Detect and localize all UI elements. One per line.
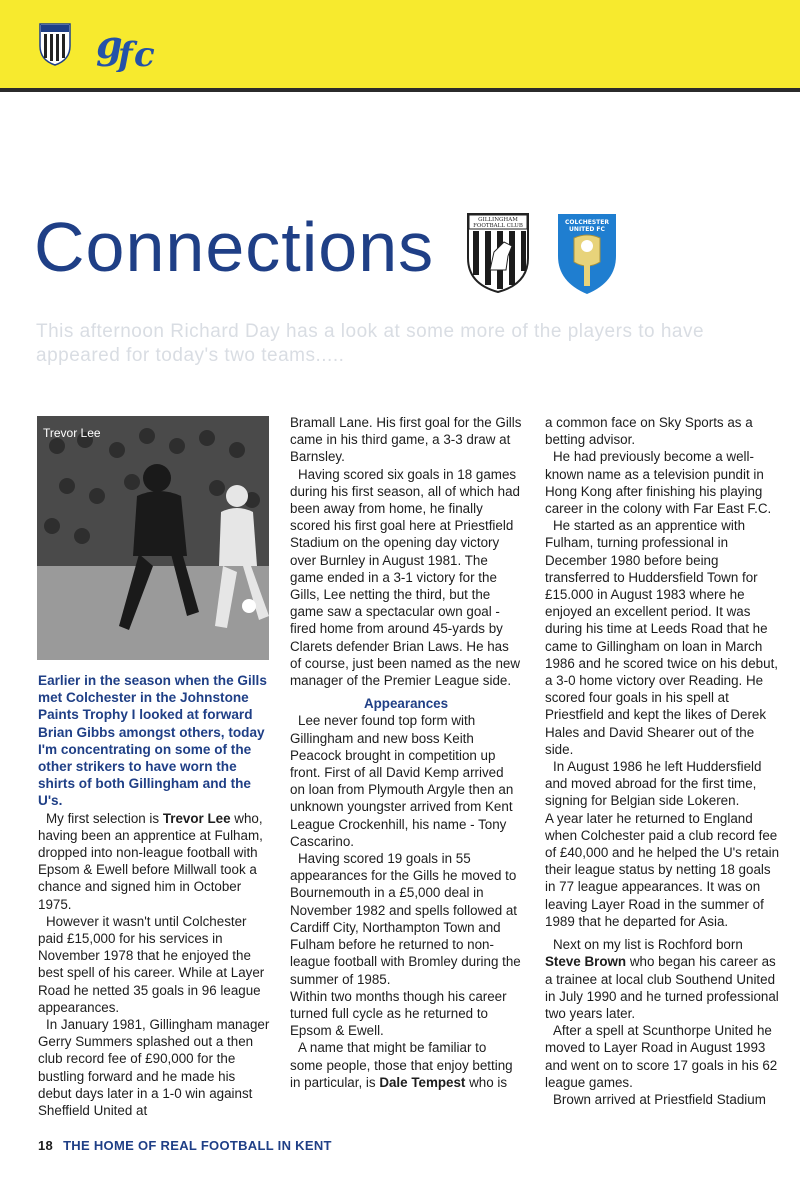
svg-text:g: g [96,22,123,67]
svg-text:f: f [118,35,133,72]
player-photo [37,416,269,660]
article-column-3 [545,414,781,1108]
subheading: Appearances [363,696,449,712]
colchester-crest-icon [556,212,618,296]
paragraph [545,936,781,1022]
player-name: Trevor Lee [162,810,231,826]
paragraph: In August 1986 he left Huddersfield and moved abroad for the first time, signing for Belgian side Lokeren. [545,759,762,809]
gfc-monogram-logo [94,22,168,72]
page-title: Connections [34,208,435,286]
page-number: 18 [38,1138,54,1153]
player-name: Steve Brown [545,954,627,970]
text: Next on my list is Rochford born [553,937,743,953]
header-bar [0,0,800,90]
header-divider [0,88,800,92]
text: who began his career as a trainee at local club Southend United in July 1990 and he turned professional two years later. [545,954,779,1021]
intro-text: This afternoon Richard Day has a look at some more of the players to have appeared for today's two teams..... [36,321,705,366]
svg-text:COLCHESTER: COLCHESTER [565,219,609,226]
gillingham-crest-icon [38,22,72,66]
paragraph [290,1039,522,1091]
photo-caption: Trevor Lee [43,426,101,440]
text: A name that might be familiar to some people, those that enjoy betting in particular, is [290,1040,513,1090]
text: who is [465,1074,508,1090]
paragraph: Lee never found top form with Gillingham and new boss Keith Peacock brought in competition up front. First of all David Kemp arrived on loan from Plymouth Argyle then an unknown youngster arrived from Kent League Crockenhill, his name - Tony Cascarino. [290,713,514,849]
svg-text:c: c [134,35,155,72]
paragraph: Brown arrived at Priestfield Stadium [553,1091,766,1107]
paragraph: Within two months though his career turned full cycle as he returned to Epsom & Ewell. [290,988,507,1039]
paragraph [38,810,270,913]
paragraph: Having scored 19 goals in 55 appearances for the Gills he moved to Bournemouth in a £5,000 deal in November 1982 and spells followed at Cardiff City, Northampton Town and Fulham before he returned to non-league football with Bromley during the summer of 1985. [290,851,521,987]
text: My first selection is [46,810,163,826]
gillingham-crest-icon [466,212,530,294]
paragraph: a common face on Sky Sports as a betting advisor. [545,415,753,448]
article-column-1 [38,672,270,1119]
footer-text: THE HOME OF REAL FOOTBALL IN KENT [63,1138,332,1153]
paragraph: Bramall Lane. His first goal for the Gills came in his third game, a 3-3 draw at Barnsley. [290,415,522,465]
paragraph: Having scored six goals in 18 games during his first season, all of which had been away from home, he finally scored his first goal here at Priestfield Stadium on the opening day victory over Burnley in August 1981. The game ended in a 3-1 victory for the Gills, Lee netting the third, but the game saw a spectacular own goal - fired home from around 45-yards by Clarets defender Brian Laws. He has of course, just been named as the new manager of the Premier League side. [290,466,521,689]
paragraph: A year later he returned to England when Colchester paid a club record fee of £40,000 and he helped the U's retain their league status by netting 18 goals in 77 league appearances. It was on leaving Layer Road in the summer of 1989 that he departed for Asia. [545,810,780,929]
paragraph: In January 1981, Gillingham manager Gerry Summers splashed out a then club record fee of £90,000 for the bustling forward and he made his debut days later in a 1-0 win against Sheffield United at [38,1017,270,1119]
text: who, having been an apprentice at Fulham, dropped into non-league football with Epsom & Ewell before Millwall took a chance and signed him in October 1975. [38,810,263,912]
player-photo-image [37,416,269,660]
svg-text:GILLINGHAM: GILLINGHAM [478,217,518,223]
paragraph: He started as an apprentice with Fulham, turning professional in December 1980 before being transferred to Huddersfield Town for £15.000 in August 1983 where he enjoyed an excellent period. It was during his time at Leeds Road that he came to Gillingham on loan in March 1986 and he scored twice on his debut, a 3-0 home victory over Reading. He scored four goals in his spell at Priestfield and kept the likes of Derek Hales and David Shearer out of the side. [545,518,779,757]
paragraph: He had previously become a well-known name as a television pundit in Hong Kong after finishing his playing career in the colony with Far East F.C. [545,449,772,517]
page-footer [38,1138,332,1153]
paragraph: After a spell at Scunthorpe United he moved to Layer Road in August 1993 and went on to score 17 goals in his 62 league games. [545,1023,778,1090]
svg-text:UNITED FC: UNITED FC [569,226,605,233]
player-name: Dale Tempest [379,1074,466,1090]
article-column-2 [290,414,522,1091]
svg-text:FOOTBALL CLUB: FOOTBALL CLUB [473,223,523,229]
paragraph: However it wasn't until Colchester paid £15,000 for his services in November 1978 that he enjoyed the best spell of his career. While at Layer Road he netted 35 goals in 96 league appearances. [38,913,265,1015]
lead-paragraph: Earlier in the season when the Gills met Colchester in the Johnstone Paints Trophy I looked at forward Brian Gibbs amongst others, today I'm concentrating on some of the other strikers to have worn the shirts of both Gillingham and the U's. [38,673,267,809]
